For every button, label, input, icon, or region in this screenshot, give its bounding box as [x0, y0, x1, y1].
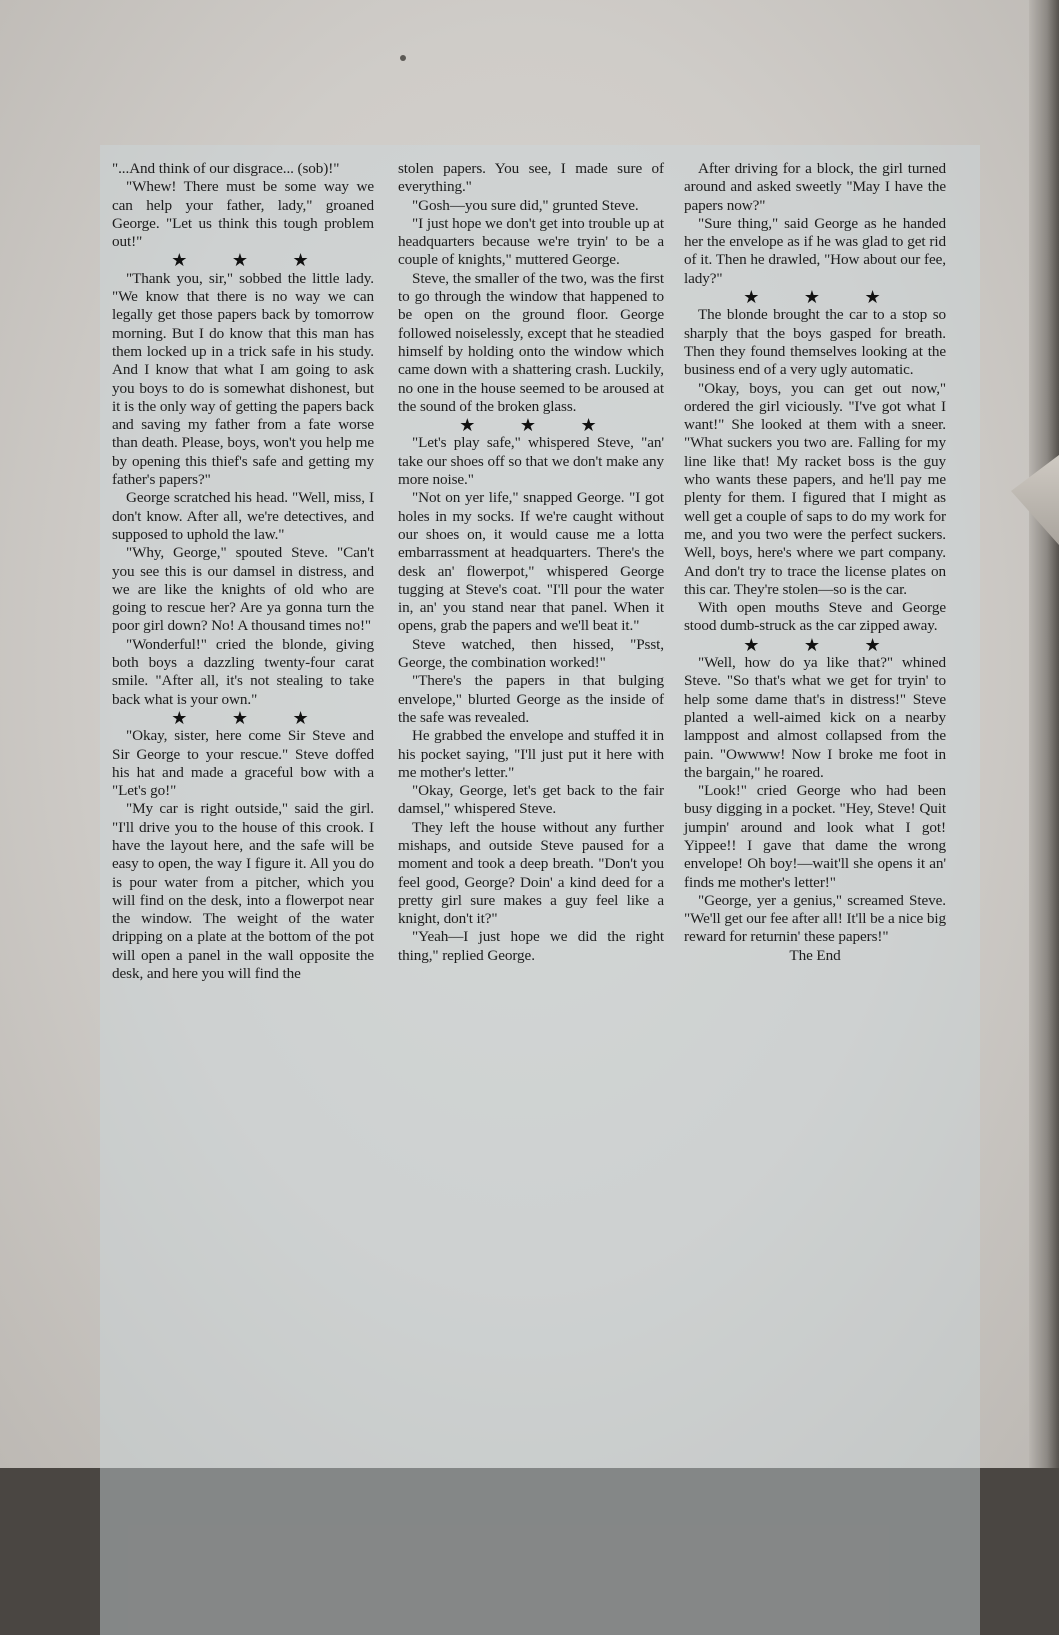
section-break-stars: ★ ★ ★	[743, 287, 901, 308]
paragraph: "Not on yer life," snapped George. "I got holes in my socks. If we're caught without our shoes on, it would cause me a lotta embarrassment at headquarters. There's the desk an' flowerpot," whispered George tugging at Steve's coat. "I'll pour the water in, an' you stand near that panel. When it opens, grab the papers and we'll beat it."	[398, 489, 664, 635]
text-column-3	[684, 160, 946, 965]
paragraph: "Well, how do ya like that?" whined Steve. "So that's what we get for tryin' to help some dame that's in distress!" Steve planted a well-aimed kick on a nearby lamppost and almost collapsed from the pain. "Owwww! Now I broke me foot in the bargain," he roared.	[684, 654, 946, 781]
paragraph: "Okay, boys, you can get out now," ordered the girl viciously. "I've got what I want!" She looked at them with a sneer. "What suckers you two are. Falling for my line like that! My racket boss is the guy who wants these papers, and he'll pay me plenty for them. I figured that I might as well get a couple of saps to do my work for me, and you two were the perfect suckers. Well, boys, here's where we part company. And don't try to trace the license plates on this car. They're stolen—so is the car.	[684, 379, 946, 598]
paragraph: "Okay, sister, here come Sir Steve and Sir George to your rescue." Steve doffed his hat and made a graceful bow with a "Let's go!"	[112, 727, 374, 800]
text-column-2	[398, 160, 664, 965]
section-break-stars: ★ ★ ★	[171, 250, 329, 271]
story-end: The End	[789, 946, 841, 964]
page-edge	[1029, 0, 1059, 1468]
paragraph: "Look!" cried George who had been busy digging in a pocket. "Hey, Steve! Quit jumpin' around and look what I got! Yippee!! I gave that dame the wrong envelope! Oh boy!—wait'll she opens it an' finds me mother's letter!"	[684, 782, 946, 891]
paragraph: With open mouths Steve and George stood dumb-struck as the car zipped away.	[684, 599, 946, 635]
paragraph: "Whew! There must be some way we can help your father, lady," groaned George. "Let us think this tough problem out!"	[112, 178, 374, 251]
paragraph: George scratched his head. "Well, miss, I don't know. After all, we're detectives, and supposed to uphold the law."	[112, 489, 374, 543]
section-break-stars: ★ ★ ★	[171, 707, 329, 728]
paragraph: "I just hope we don't get into trouble up at headquarters because we're tryin' to be a couple of knights," muttered George.	[398, 214, 664, 269]
paragraph: The blonde brought the car to a stop so sharply that the boys gasped for breath. Then they found themselves looking at the business end of a very ugly automatic.	[684, 306, 946, 379]
paragraph: He grabbed the envelope and stuffed it in his pocket saying, "I'll just put it here with me mother's letter."	[398, 727, 664, 781]
paragraph: They left the house without any further mishaps, and outside Steve paused for a moment and took a deep breath. "Don't you feel good, George? Doin' a kind deed for a pretty girl sure makes a guy feel like a knight, don't it?"	[398, 818, 664, 928]
paragraph: After driving for a block, the girl turned around and asked sweetly "May I have the papers now?"	[684, 160, 946, 214]
paragraph: "George, yer a genius," screamed Steve. "We'll get our fee after all! It'll be a nice big reward for returnin' these papers!"	[684, 891, 946, 946]
paragraph: Steve watched, then hissed, "Psst, George, the combination worked!"	[398, 635, 664, 672]
section-break-stars: ★ ★ ★	[459, 415, 617, 436]
text-column-1	[112, 160, 374, 983]
paragraph: "...And think of our disgrace... (sob)!"	[112, 160, 340, 177]
ink-spot	[400, 55, 406, 61]
paragraph: stolen papers. You see, I made sure of everything."	[398, 160, 664, 196]
paragraph: "Okay, George, let's get back to the fair damsel," whispered Steve.	[398, 782, 664, 818]
section-break-stars: ★ ★ ★	[743, 634, 901, 655]
paragraph: "Thank you, sir," sobbed the little lady. "We know that there is no way we can legally get those papers back by tomorrow morning. But I do know that this man has them locked up in a trick safe in his study. And I know that what I am going to ask you boys to do is somewhat dishonest, but it is the only way of getting the papers back and saving my father from a fate worse than death. Please, boys, won't you help me by opening this thief's safe and getting my father's papers?"	[112, 269, 374, 489]
paragraph: "Yeah—I just hope we did the right thing," replied George.	[398, 928, 664, 964]
paragraph: "Let's play safe," whispered Steve, "an' take our shoes off so that we don't make any more noise."	[398, 434, 664, 489]
paragraph: Steve, the smaller of the two, was the first to go through the window that happened to be open on the ground floor. George followed noiselessly, except that he steadied himself by holding onto the window which came down with a shattering crash. Luckily, no one in the house seemed to be aroused at the sound of the broken glass.	[398, 269, 664, 415]
paragraph: "Wonderful!" cried the blonde, giving both boys a dazzling twenty-four carat smile. "After all, it's not stealing to take back what is your own."	[112, 635, 374, 708]
paragraph: "Gosh—you sure did," grunted Steve.	[412, 196, 639, 214]
paragraph: "There's the papers in that bulging envelope," blurted George as the inside of the safe was revealed.	[398, 672, 664, 726]
paragraph: "My car is right outside," said the girl. "I'll drive you to the house of this crook. I have the layout here, and the safe will be easy to open, the way I figure it. All you do is pour water from a pitcher, which you will find on the desk, into a flowerpot near the window. The weight of the water dripping on a plate at the bottom of the pot will open a panel in the wall opposite the desk, and here you will find the	[112, 800, 374, 983]
paragraph: "Why, George," spouted Steve. "Can't you see this is our damsel in distress, and we are like the knights of old who are going to rescue her? Are ya gonna turn the poor girl down? No! A thousand times no!"	[112, 544, 374, 635]
paragraph: "Sure thing," said George as he handed her the envelope as if he was glad to get rid of it. Then he drawled, "How about our fee, lady?"	[684, 214, 946, 287]
